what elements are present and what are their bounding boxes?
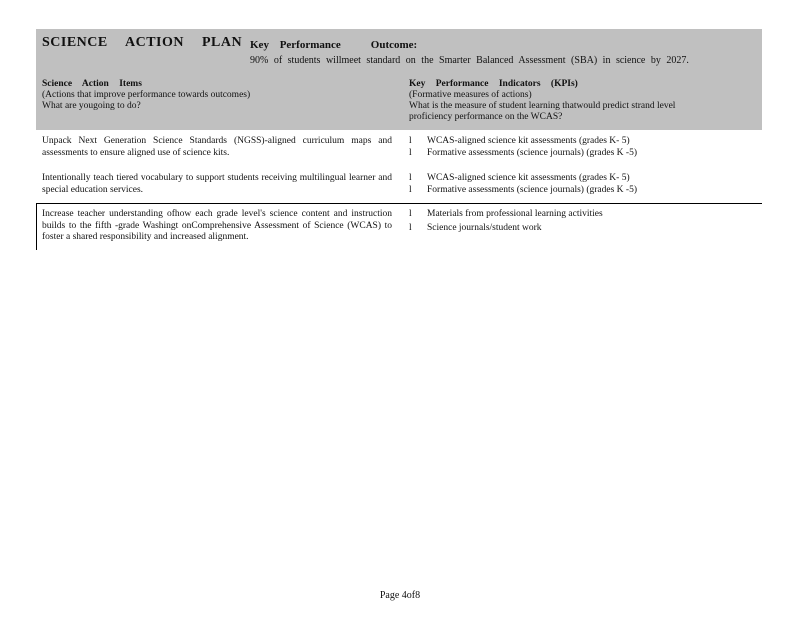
action-item: Increase teacher understanding ofhow each grade level's science content and instruction builds to the fifth -grade Washingt onComprehensive Assessment of Science (WCAS) to foster a shared responsibility and increased alignment. (42, 209, 392, 242)
bullet-icon: l (409, 173, 412, 183)
actions-subheading-2: What are yougoing to do? (42, 101, 141, 111)
table-row (36, 209, 762, 255)
kpi-text: WCAS-aligned science kit assessments (grades K- 5) (427, 173, 630, 183)
list-item (409, 185, 754, 197)
bullet-icon: l (409, 209, 412, 219)
list-item (409, 148, 754, 160)
action-item: Unpack Next Generation Science Standards (NGSS)-aligned curriculum maps and assessments to ensure aligned use of science kits. (42, 136, 392, 158)
table-row (36, 136, 762, 170)
actions-heading: Science Action Items (42, 79, 142, 89)
kpo-statement: 90% of students willmeet standard on the Smarter Balanced Assessment (SBA) in science by 2027. (250, 55, 689, 66)
list-item (409, 136, 754, 148)
kpi-heading: Key Performance Indicators (KPIs) (409, 79, 578, 89)
kpi-subheading-2: What is the measure of student learning thatwould predict strand level (409, 101, 676, 111)
kpo-outcome-label: Outcome: (370, 39, 418, 51)
bullet-icon: l (409, 147, 412, 158)
plan-header (36, 29, 762, 130)
bullet-icon: l (409, 222, 412, 233)
page-title: SCIENCE ACTION PLAN (42, 35, 243, 50)
actions-subheading-1: (Actions that improve performance towards outcomes) (42, 90, 251, 100)
kpi-column-header (409, 79, 754, 123)
kpi-list (409, 173, 754, 196)
bullet-icon: l (409, 184, 412, 195)
action-item: Intentionally teach tiered vocabulary to support students receiving multilingual learner and special education services. (42, 173, 392, 195)
bullet-icon: l (409, 136, 412, 146)
kpi-subheading-3: proficiency performance on the WCAS? (409, 112, 563, 122)
kpi-text: Formative assessments (science journals) (grades K -5) (427, 184, 637, 195)
kpi-text: Materials from professional learning activities (427, 209, 603, 219)
kpo-label-text: Key Performance (250, 39, 341, 51)
kpi-list (409, 136, 754, 159)
actions-column-header (42, 79, 392, 112)
kpi-text: WCAS-aligned science kit assessments (grades K- 5) (427, 136, 630, 146)
list-item (409, 223, 754, 235)
kpi-text: Formative assessments (science journals) (grades K -5) (427, 147, 637, 158)
key-performance-outcome-label (250, 39, 417, 51)
kpi-list (409, 209, 754, 234)
list-item (409, 209, 754, 221)
kpi-subheading-1: (Formative measures of actions) (409, 90, 532, 100)
kpi-text: Science journals/student work (427, 222, 542, 233)
row-divider (36, 203, 762, 204)
page-number: Page 4of8 (379, 590, 421, 601)
list-item (409, 173, 754, 185)
action-plan-page (36, 29, 762, 242)
table-row (36, 173, 762, 207)
